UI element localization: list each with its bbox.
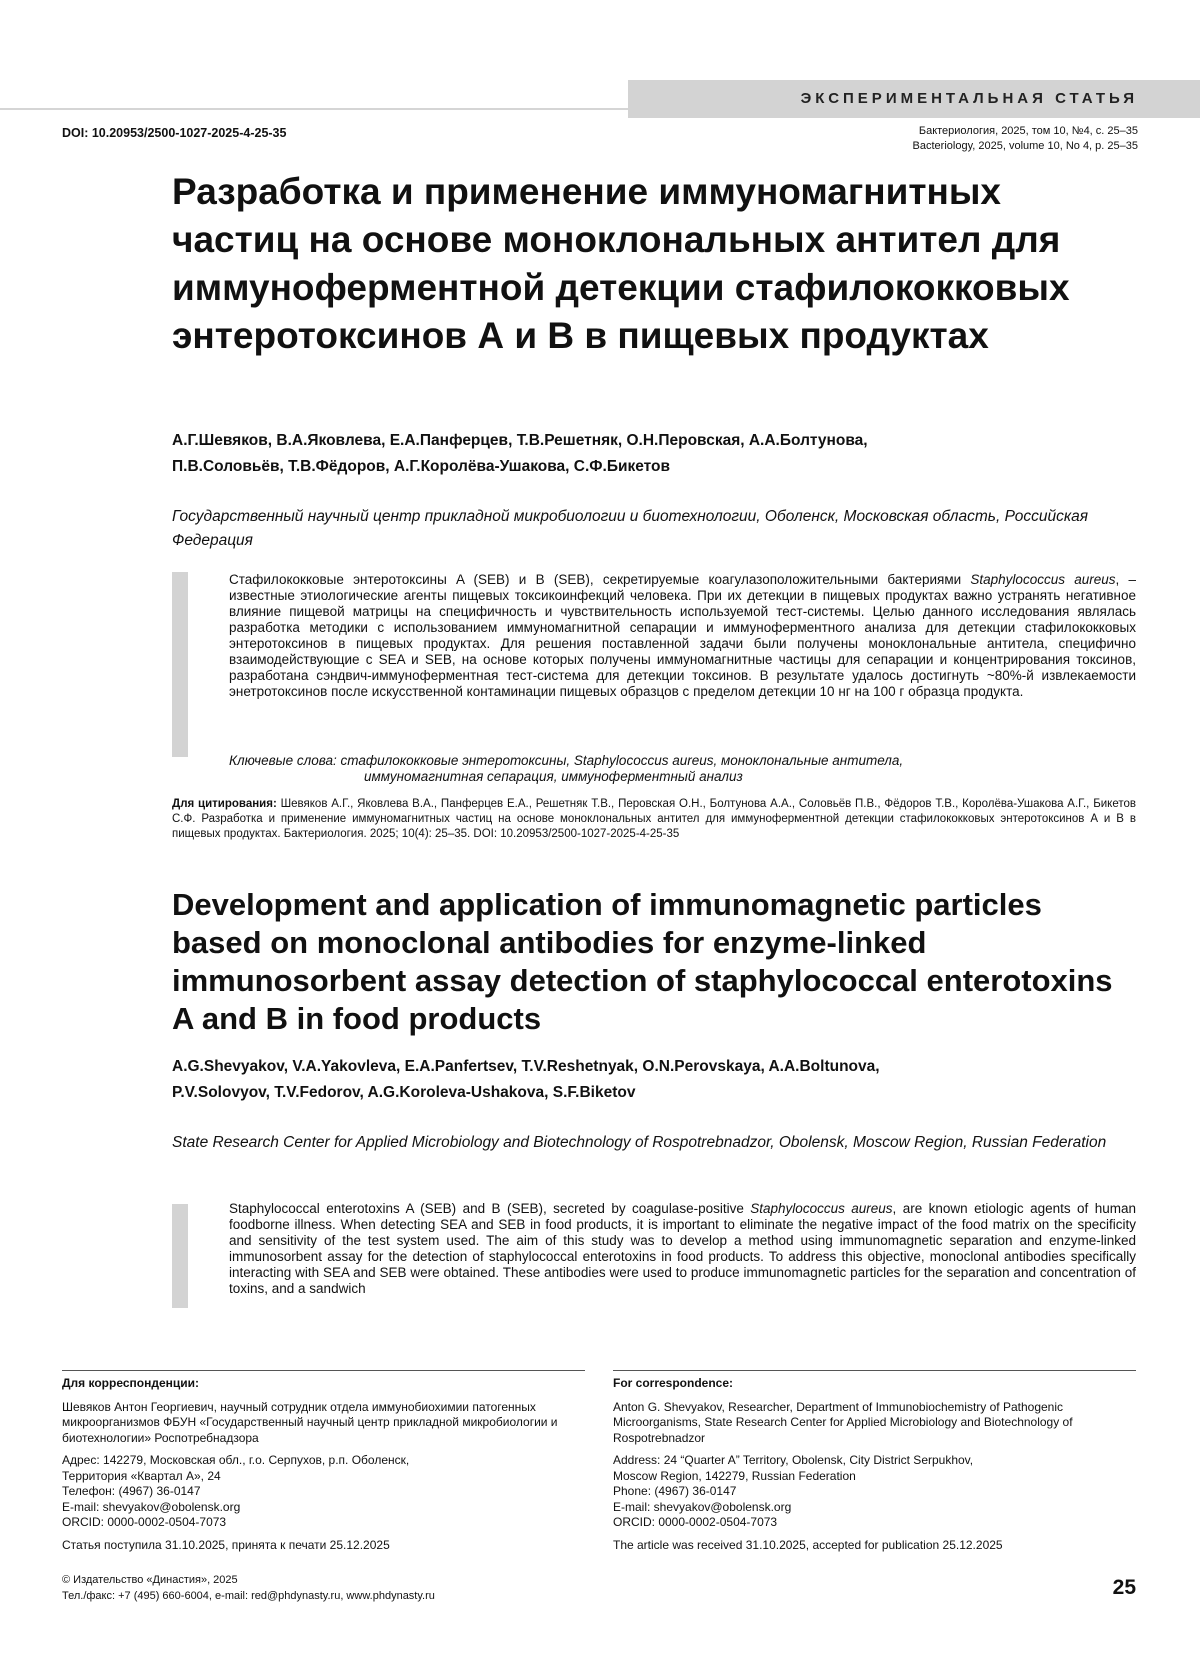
authors-en-line2: P.V.Solovyov, T.V.Fedorov, A.G.Koroleva-Ushakova, S.F.Biketov xyxy=(172,1084,636,1101)
authors-ru-line1: А.Г.Шевяков, В.А.Яковлева, Е.А.Панферцев, Т.В.Решетняк, О.Н.Перовская, А.А.Болтунова, xyxy=(172,432,868,449)
correspondence-ru-contacts xyxy=(62,1453,582,1531)
authors-ru xyxy=(172,428,1132,480)
authors-ru-line2: П.В.Соловьёв, Т.В.Фёдоров, А.Г.Королёва-Ушакова, С.Ф.Бикетов xyxy=(172,458,671,475)
correspondence-en-address-1: Address: 24 “Quarter A” Territory, Obolensk, City District Serpukhov, xyxy=(613,1453,974,1467)
correspondence-rule-en xyxy=(613,1370,1136,1371)
citation-text: Шевяков А.Г., Яковлева В.А., Панферцев Е.А., Решетняк Т.В., Перовская О.Н., Болтунова А.А., Соловьёв П.В., Фёдоров Т.В., Королёва-Ушакова А.Г., Бикетов С.Ф. Разработка и применение иммуномагнитных частиц на основе моноклональных антител для иммуноферментной детекции стафилококковых энтеротоксинов А и В в пищевых продуктах. Бактериология. 2025; 10(4): 25–35. DOI: 10.20953/2500-1027-2025-4-25-35 xyxy=(172,798,1136,840)
correspondence-ru-address-1: Адрес: 142279, Московская обл., г.о. Серпухов, р.п. Оболенск, xyxy=(62,1453,410,1467)
page-number: 25 xyxy=(1112,1576,1136,1599)
abstract-ru-species: Staphylococcus aureus xyxy=(970,572,1116,587)
correspondence-ru-orcid: ORCID: 0000-0002-0504-7073 xyxy=(62,1515,227,1529)
correspondence-en-header: For correspondence: xyxy=(613,1376,734,1390)
correspondence-en-phone: Phone: (4967) 36-0147 xyxy=(613,1484,737,1498)
abstract-bar-en xyxy=(172,1204,188,1308)
doi: DOI: 10.20953/2500-1027-2025-4-25-35 xyxy=(62,126,287,140)
abstract-ru xyxy=(229,572,1136,700)
abstract-en xyxy=(229,1201,1136,1297)
header-rule xyxy=(0,108,630,110)
citation-label: Для цитирования: xyxy=(172,798,277,810)
abstract-en-part2: , are known etiologic agents of human foodborne illness. When detecting SEA and SEB in food products, it is important to eliminate the negative impact of the food matrix on the specificity and sensitivity of the test system used. The aim of this study was to develop a method using immunomagnetic separation and enzyme-linked immunosorbent assay for the detection of staphylococcal enterotoxins in food products. To address this objective, monoclonal antibodies specifically interacting with SEA and SEB were obtained. These antibodies were used to produce immunomagnetic particles for the separation and concentration of toxins, and a sandwich xyxy=(229,1201,1136,1296)
article-title-ru: Разработка и применение иммуномагнитных частиц на основе моноклональных антител для иммуноферментной детекции стафилококковых энтеротоксинов А и В в пищевых продуктах xyxy=(172,171,1070,356)
abstract-en-species: Staphylococcus aureus xyxy=(750,1201,893,1216)
citation-block xyxy=(172,797,1136,842)
correspondence-rule-ru xyxy=(62,1370,585,1371)
affiliation-en: State Research Center for Applied Microbiology and Biotechnology of Rospotrebnadzor, Obolensk, Moscow Region, Russian Federation xyxy=(172,1134,1107,1151)
abstract-en-part1: Staphylococcal enterotoxins A (SEB) and B (SEB), secreted by coagulase-positive xyxy=(229,1201,751,1216)
section-label: ЭКСПЕРИМЕНТАЛЬНАЯ СТАТЬЯ xyxy=(800,90,1138,107)
authors-en-line1: A.G.Shevyakov, V.A.Yakovleva, E.A.Panfertsev, T.V.Reshetnyak, O.N.Perovskaya, A.A.Boltunova, xyxy=(172,1058,880,1075)
keywords-ru xyxy=(229,753,1136,785)
correspondence-ru-person: Шевяков Антон Георгиевич, научный сотрудник отдела иммунобиохимии патогенных микроорганизмов ФБУН «Государственный научный центр прикладной микробиологии и биотехнологии» Роспотребнадзора xyxy=(62,1399,558,1445)
publisher-footer xyxy=(62,1572,435,1604)
abstract-bar-ru xyxy=(172,572,188,757)
correspondence-en-address-2: Moscow Region, 142279, Russian Federation xyxy=(613,1468,856,1483)
correspondence-ru xyxy=(62,1376,582,1560)
correspondence-en xyxy=(613,1376,1133,1560)
correspondence-en-email[interactable]: E-mail: shevyakov@obolensk.org xyxy=(613,1499,792,1514)
copyright: © Издательство «Династия», 2025 xyxy=(62,1574,238,1586)
journal-citation-en: Bacteriology, 2025, volume 10, No 4, p. 25–35 xyxy=(912,140,1138,152)
affiliation-ru: Государственный научный центр прикладной микробиологии и биотехнологии, Оболенск, Московская область, Российская Федерация xyxy=(172,508,1089,549)
journal-citation xyxy=(913,124,1138,154)
publisher-contacts[interactable]: Тел./факс: +7 (495) 660-6004, e-mail: red@phdynasty.ru, www.phdynasty.ru xyxy=(62,1590,435,1602)
correspondence-ru-email[interactable]: E-mail: shevyakov@obolensk.org xyxy=(62,1499,241,1514)
keywords-ru-line2: иммуномагнитная сепарация, иммуноферментный анализ xyxy=(364,769,743,784)
correspondence-ru-address-2: Территория «Квартал А», 24 xyxy=(62,1468,221,1483)
correspondence-en-received: The article was received 31.10.2025, accepted for publication 25.12.2025 xyxy=(613,1537,1003,1552)
correspondence-ru-received: Статья поступила 31.10.2025, принята к печати 25.12.2025 xyxy=(62,1537,390,1552)
correspondence-ru-phone: Телефон: (4967) 36-0147 xyxy=(62,1484,201,1498)
article-title-en: Development and application of immunomagnetic particles based on monoclonal antibodies for enzyme-linked immunosorbent assay detection of staphylococcal enterotoxins A and B in food products xyxy=(172,887,1113,1036)
journal-citation-ru: Бактериология, 2025, том 10, №4, с. 25–35 xyxy=(918,125,1138,137)
correspondence-en-person: Anton G. Shevyakov, Researcher, Department of Immunobiochemistry of Pathogenic Microorganisms, State Research Center for Applied Microbiology and Biotechnology of Rospotrebnadzor xyxy=(613,1399,1073,1445)
authors-en xyxy=(172,1054,1132,1106)
abstract-ru-part2: , – известные этиологические агенты пищевых токсикоинфекций человека. При их детекции в пищевых продуктах важно устранять негативное влияние пищевой матрицы на специфичность и чувствительность используемой тест-системы. Целью данного исследования являлась разработка методики с использованием иммуномагнитной сепарации и иммуноферментного анализа для детекции стафилококковых энтеротоксинов в пищевых продуктах. Для решения поставленной задачи были получены моноклональные антитела, специфично взаимодействующие с SEA и SEB, на основе которых получены иммуномагнитные частицы для сепарации и концентрирования токсинов, разработана сэндвич-иммуноферментная тест-система для детекции токсинов. В результате удалось достигнуть ~80%-й извлекаемости энетротоксинов после искусственной контаминации пищевых образцов с пределом детекции 10 нг на 100 г образца продукта. xyxy=(229,572,1136,699)
keywords-ru-line1: Ключевые слова: стафилококковые энтеротоксины, Staphylococcus aureus, моноклональные антитела, xyxy=(229,753,904,768)
correspondence-ru-header: Для корреспонденции: xyxy=(62,1376,200,1390)
correspondence-en-orcid: ORCID: 0000-0002-0504-7073 xyxy=(613,1515,778,1529)
correspondence-en-contacts xyxy=(613,1453,1133,1531)
abstract-ru-part1: Стафилококковые энтеротоксины A (SEB) и B (SEB), секретируемые коагулазоположительными бактериями xyxy=(229,572,971,587)
